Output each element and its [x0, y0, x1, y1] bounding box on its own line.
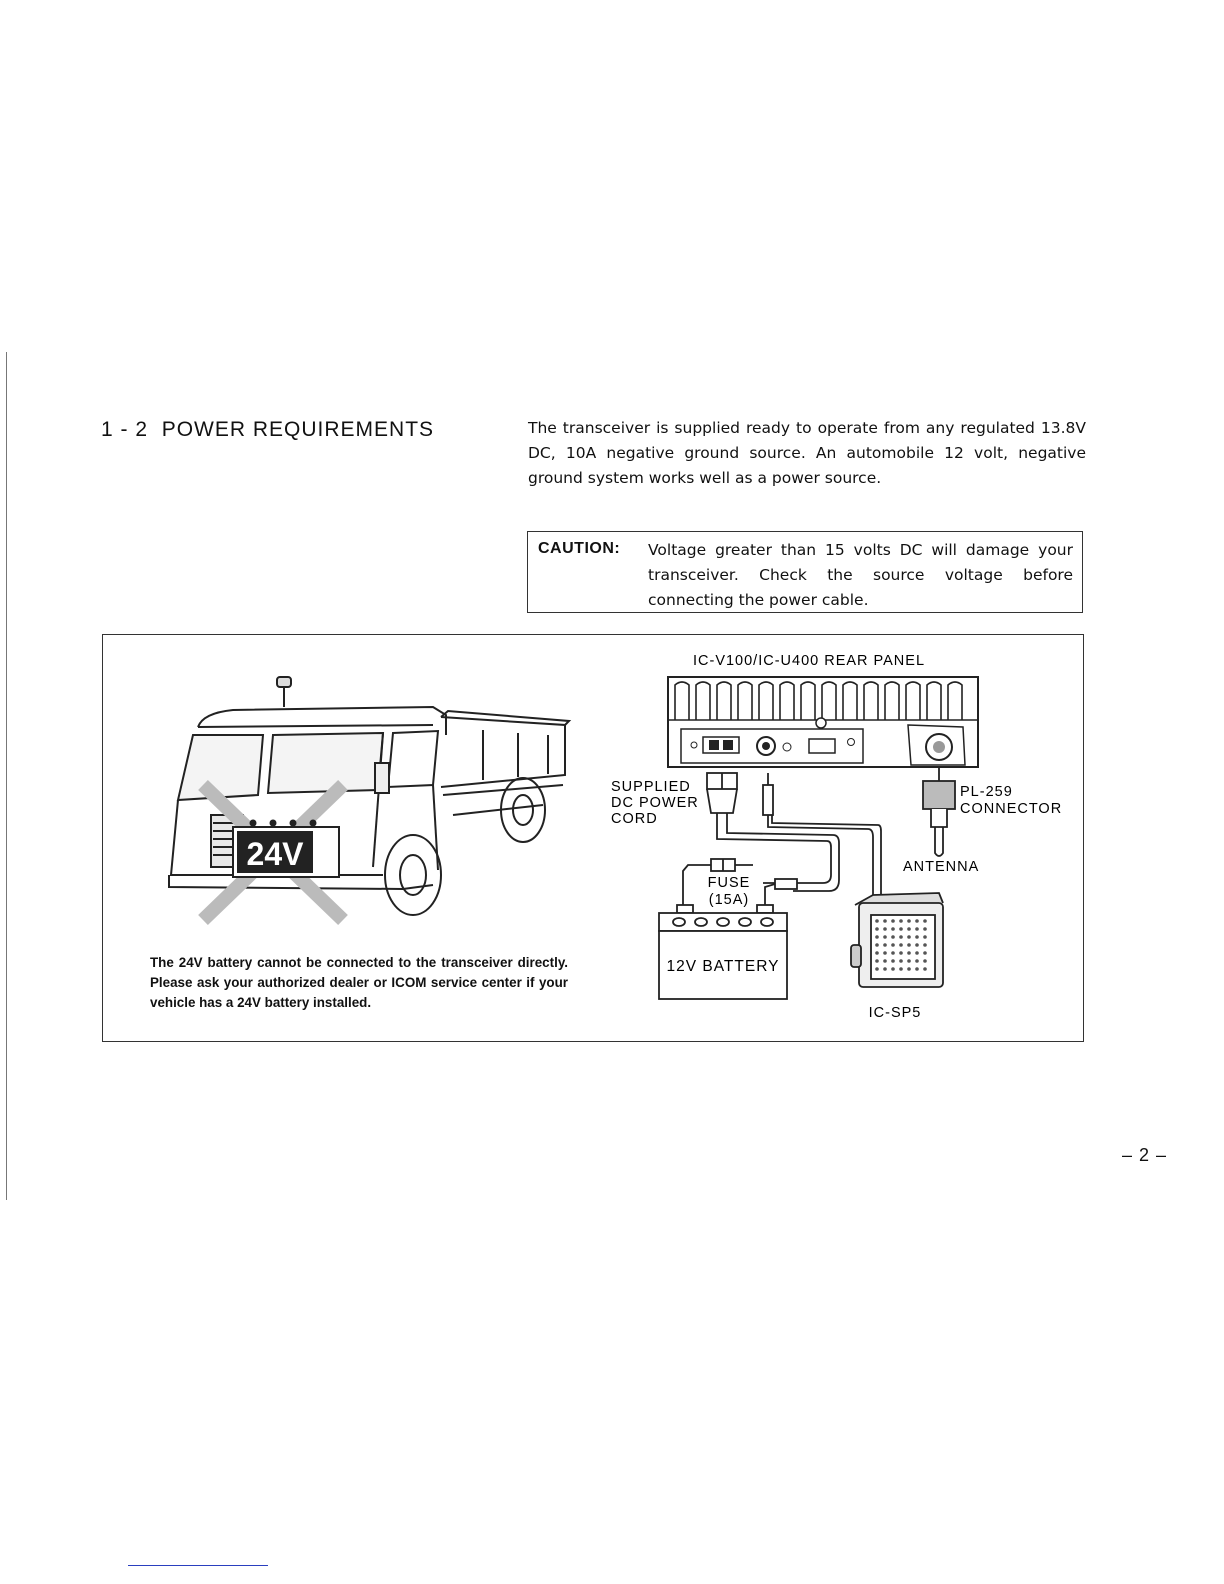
truck-battery-label: 24V	[246, 836, 304, 872]
svg-text:(15A): (15A)	[708, 892, 750, 908]
caution-text: Voltage greater than 15 volts DC will damage your transceiver. Check the source voltage before connecting the power cable.	[648, 541, 1073, 609]
caution-box	[527, 531, 1083, 613]
svg-text:FUSE: FUSE	[707, 875, 751, 891]
antenna-label: ANTENNA	[903, 859, 980, 875]
speaker-illustration	[851, 893, 943, 987]
power-cord-label	[611, 779, 699, 827]
svg-text:CORD: CORD	[611, 811, 658, 827]
section-title: POWER REQUIREMENTS	[161, 418, 435, 441]
page-number: – 2 –	[1122, 1145, 1168, 1165]
section-heading	[101, 418, 434, 442]
mirror-icon	[375, 763, 389, 793]
speaker-label: IC-SP5	[868, 1005, 922, 1021]
rear-panel-illustration	[668, 653, 978, 767]
truck-illustration	[169, 677, 569, 915]
speaker-plug-icon	[763, 785, 773, 815]
connector-label	[960, 784, 1062, 817]
footer-rule	[128, 1565, 268, 1566]
rear-panel-title: IC-V100/IC-U400 REAR PANEL	[692, 653, 926, 669]
page-margin-rule	[6, 352, 7, 1200]
fuse-label	[708, 875, 751, 908]
svg-text:CONNECTOR: CONNECTOR	[960, 801, 1063, 817]
svg-text:PL-259: PL-259	[960, 784, 1013, 800]
beacon-icon	[277, 677, 291, 687]
battery-12v-illustration	[659, 905, 787, 999]
accessory-socket-icon	[809, 739, 835, 753]
section-number: 1 - 2	[101, 418, 149, 441]
pl259-connector-icon	[923, 781, 955, 809]
intro-paragraph: The transceiver is supplied ready to operate from any regulated 13.8V DC, 10A negative ground source. An automobile 12 volt, negative ground system works well as a power source.	[528, 419, 1086, 487]
battery-label: 12V BATTERY	[666, 958, 780, 975]
caution-label: CAUTION:	[538, 540, 621, 557]
pl259-connector-illustration	[923, 767, 955, 856]
svg-text:SUPPLIED: SUPPLIED	[611, 779, 691, 795]
front-wheel-icon	[385, 835, 441, 915]
svg-text:DC POWER: DC POWER	[611, 795, 699, 811]
connection-diagram	[102, 634, 1084, 1042]
figure-note: The 24V battery cannot be connected to the transceiver directly. Please ask your authorized dealer or ICOM service center if your vehicle has a 24V battery installed.	[150, 955, 568, 1010]
power-socket-icon	[703, 737, 739, 753]
